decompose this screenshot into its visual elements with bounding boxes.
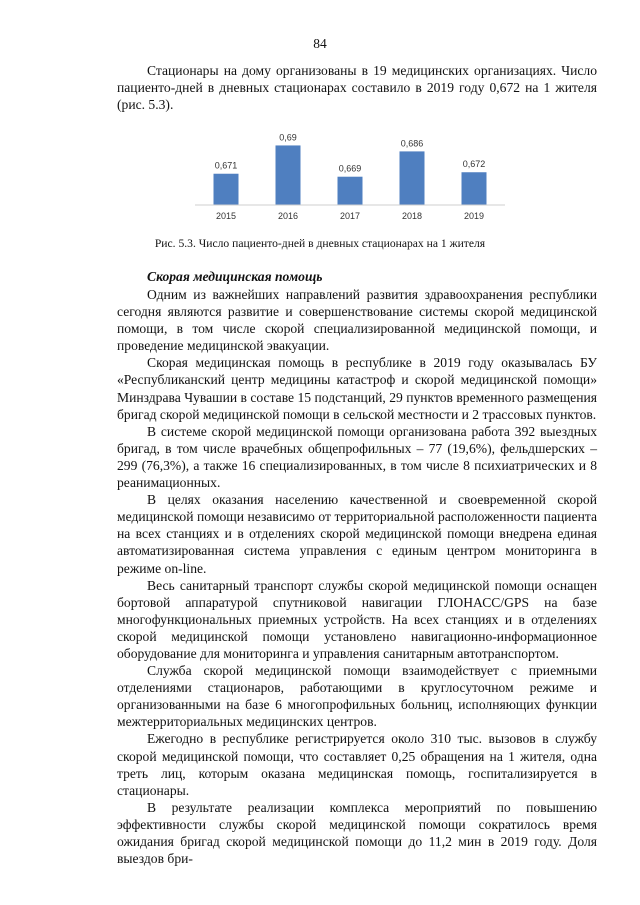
chart-bars (214, 145, 487, 205)
x-tick-label: 2018 (401, 211, 423, 221)
data-label: 0,686 (400, 138, 424, 149)
intro-text (117, 62, 597, 113)
paragraph: В системе скорой медицинской помощи организована работа 392 выездных бригад, в том числе врачебных общепрофильных – 77 (19,6%), фельдшерских – 299 (76,3%), а также 16 специализированных, в том числе 8 психиатрических и 8 реанимационных. (117, 423, 597, 491)
bar-2019 (462, 172, 487, 205)
x-tick-label: 2015 (215, 211, 237, 221)
x-tick-label: 2016 (277, 211, 299, 221)
paragraph: В целях оказания населению качественной и своевременной скорой медицинской помощи независимо от территориальной расположенности пациента на всех станциях и в отделениях скорой медицинской помощи внедрена единая автоматизированная система управления с единым центром мониторинга в режиме on-line. (117, 492, 597, 576)
x-tick-label: 2017 (339, 211, 361, 221)
paragraph: Служба скорой медицинской помощи взаимодействует с приемными отделениями стационаров, работающими в круглосуточном режиме и организованными на базе 6 многопрофильных больниц, исполняющих функции межтерриториальных медицинских центров. (117, 663, 597, 730)
paragraph: Ежегодно в республике регистрируется около 310 тыс. вызовов в службу скорой медицинской помощи, что составляет 0,25 обращения на 1 жителя, одна треть лиц, которым оказана медицинская помощь, госпитализируется в стационары. (117, 731, 597, 798)
x-tick-label: 2019 (463, 211, 485, 221)
paragraph: Одним из важнейших направлений развития здравоохранения республики сегодня являются развитие и совершенствование системы скорой медицинской помощи, в том числе скорой специализированной медицинской помощи, и проведение медицинской эвакуации. (117, 287, 597, 354)
figure-caption: Рис. 5.3. Число пациенто-дней в дневных стационарах на 1 жителя (154, 237, 486, 250)
paragraph: Весь санитарный транспорт службы скорой медицинской помощи оснащен бортовой аппаратурой спутниковой навигации ГЛОНАСС/GPS на базе многофункциональных приемных устройств. На всех станциях и в отделениях скорой медицинской помощи установлено навигационно-информационное оборудование для мониторинга и управления санитарным автотранспортом. (117, 577, 597, 661)
bar-chart (190, 118, 510, 230)
paragraph: Скорая медицинская помощь в республике в 2019 году оказывалась БУ «Республиканский центр медицины катастроф и скорой медицинской помощи» Минздрава Чувашии в составе 15 подстанций, 29 пунктов временного размещения бригад скорой медицинской помощи в сельской местности и 2 трассовых пунктов. (117, 355, 597, 422)
bar-2015 (214, 174, 239, 205)
bar-2017 (338, 177, 363, 205)
body-text (117, 286, 597, 867)
paragraph: В результате реализации комплекса мероприятий по повышению эффективности службы скорой медицинской помощи сократилось время ожидания бригад скорой медицинской помощи до 11,2 мин в 2019 году. Доля выездов бри- (117, 799, 597, 867)
section-heading: Скорая медицинская помощь (147, 269, 323, 284)
data-label: 0,671 (214, 160, 238, 171)
data-label: 0,672 (462, 159, 486, 170)
data-label: 0,69 (279, 132, 297, 143)
page-number: 84 (313, 36, 327, 51)
bar-2018 (400, 151, 425, 205)
bar-2016 (276, 145, 301, 205)
intro-paragraph: Стационары на дому организованы в 19 медицинских организациях. Число пациенто-дней в дневных стационарах составило в 2019 году 0,672 на 1 жителя (рис. 5.3). (117, 63, 597, 113)
data-label: 0,669 (338, 163, 362, 174)
